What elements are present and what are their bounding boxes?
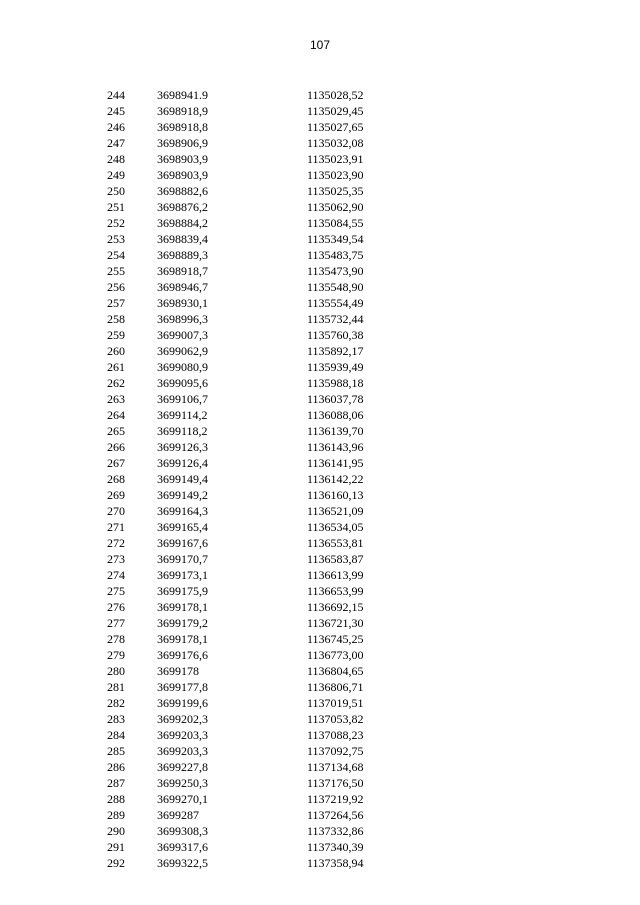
table-row — [0, 727, 640, 743]
point-number: 282 — [107, 696, 125, 710]
x-coordinate: 3699177,8 — [157, 680, 208, 694]
x-coordinate: 3699199,6 — [157, 696, 208, 710]
table-row — [0, 647, 640, 663]
y-coordinate: 1136143,96 — [307, 440, 364, 454]
table-row — [0, 615, 640, 631]
y-coordinate: 1136804,65 — [307, 664, 364, 678]
table-row — [0, 279, 640, 295]
table-row — [0, 423, 640, 439]
point-number: 257 — [107, 296, 125, 310]
table-row — [0, 503, 640, 519]
x-coordinate: 3699322,5 — [157, 856, 208, 870]
table-row — [0, 215, 640, 231]
x-coordinate: 3698889,3 — [157, 248, 208, 262]
point-number: 246 — [107, 120, 125, 134]
table-row — [0, 839, 640, 855]
y-coordinate: 1135483,75 — [307, 248, 364, 262]
x-coordinate: 3699165,4 — [157, 520, 208, 534]
table-row — [0, 231, 640, 247]
x-coordinate: 3698941.9 — [157, 88, 208, 102]
table-row — [0, 375, 640, 391]
y-coordinate: 1137053,82 — [307, 712, 364, 726]
table-row — [0, 551, 640, 567]
table-row — [0, 199, 640, 215]
x-coordinate: 3698906,9 — [157, 136, 208, 150]
y-coordinate: 1137134,68 — [307, 760, 364, 774]
point-number: 286 — [107, 760, 125, 774]
coordinates-table — [0, 87, 640, 871]
y-coordinate: 1136037,78 — [307, 392, 364, 406]
y-coordinate: 1137088,23 — [307, 728, 364, 742]
y-coordinate: 1136142,22 — [307, 472, 364, 486]
y-coordinate: 1135554,49 — [307, 296, 364, 310]
y-coordinate: 1136141,95 — [307, 456, 364, 470]
point-number: 254 — [107, 248, 125, 262]
y-coordinate: 1136773,00 — [307, 648, 364, 662]
table-row — [0, 119, 640, 135]
point-number: 259 — [107, 328, 125, 342]
point-number: 265 — [107, 424, 125, 438]
table-row — [0, 311, 640, 327]
table-row — [0, 631, 640, 647]
x-coordinate: 3699270,1 — [157, 792, 208, 806]
y-coordinate: 1135027,65 — [307, 120, 364, 134]
point-number: 274 — [107, 568, 125, 582]
point-number: 278 — [107, 632, 125, 646]
point-number: 275 — [107, 584, 125, 598]
table-row — [0, 679, 640, 695]
point-number: 285 — [107, 744, 125, 758]
table-row — [0, 343, 640, 359]
y-coordinate: 1135062,90 — [307, 200, 364, 214]
y-coordinate: 1135988,18 — [307, 376, 364, 390]
x-coordinate: 3698839,4 — [157, 232, 208, 246]
x-coordinate: 3699167,6 — [157, 536, 208, 550]
table-row — [0, 487, 640, 503]
point-number: 249 — [107, 168, 125, 182]
y-coordinate: 1135025,35 — [307, 184, 364, 198]
y-coordinate: 1135028,52 — [307, 88, 364, 102]
table-row — [0, 247, 640, 263]
y-coordinate: 1136088,06 — [307, 408, 364, 422]
table-row — [0, 711, 640, 727]
x-coordinate: 3699203,3 — [157, 744, 208, 758]
y-coordinate: 1135760,38 — [307, 328, 364, 342]
point-number: 288 — [107, 792, 125, 806]
table-row — [0, 135, 640, 151]
point-number: 280 — [107, 664, 125, 678]
point-number: 245 — [107, 104, 125, 118]
x-coordinate: 3699178,1 — [157, 600, 208, 614]
table-row — [0, 599, 640, 615]
y-coordinate: 1136613,99 — [307, 568, 364, 582]
y-coordinate: 1137176,50 — [307, 776, 364, 790]
y-coordinate: 1135023,90 — [307, 168, 364, 182]
point-number: 276 — [107, 600, 125, 614]
x-coordinate: 3698884,2 — [157, 216, 208, 230]
point-number: 244 — [107, 88, 125, 102]
x-coordinate: 3699106,7 — [157, 392, 208, 406]
point-number: 260 — [107, 344, 125, 358]
point-number: 264 — [107, 408, 125, 422]
point-number: 279 — [107, 648, 125, 662]
y-coordinate: 1135939,49 — [307, 360, 364, 374]
point-number: 290 — [107, 824, 125, 838]
table-row — [0, 535, 640, 551]
y-coordinate: 1136160,13 — [307, 488, 364, 502]
point-number: 253 — [107, 232, 125, 246]
point-number: 273 — [107, 552, 125, 566]
y-coordinate: 1136721,30 — [307, 616, 364, 630]
table-row — [0, 855, 640, 871]
x-coordinate: 3699126,4 — [157, 456, 208, 470]
y-coordinate: 1137340,39 — [307, 840, 364, 854]
table-row — [0, 807, 640, 823]
x-coordinate: 3699080,9 — [157, 360, 208, 374]
table-row — [0, 519, 640, 535]
y-coordinate: 1136534,05 — [307, 520, 364, 534]
y-coordinate: 1136806,71 — [307, 680, 364, 694]
point-number: 250 — [107, 184, 125, 198]
y-coordinate: 1136553,81 — [307, 536, 364, 550]
point-number: 269 — [107, 488, 125, 502]
point-number: 256 — [107, 280, 125, 294]
x-coordinate: 3699007,3 — [157, 328, 208, 342]
table-row — [0, 775, 640, 791]
point-number: 252 — [107, 216, 125, 230]
x-coordinate: 3698903,9 — [157, 152, 208, 166]
y-coordinate: 1135473,90 — [307, 264, 364, 278]
point-number: 277 — [107, 616, 125, 630]
x-coordinate: 3699114,2 — [157, 408, 208, 422]
table-row — [0, 759, 640, 775]
x-coordinate: 3698918,7 — [157, 264, 208, 278]
table-row — [0, 823, 640, 839]
y-coordinate: 1136692,15 — [307, 600, 364, 614]
y-coordinate: 1135029,45 — [307, 104, 364, 118]
x-coordinate: 3699250,3 — [157, 776, 208, 790]
y-coordinate: 1135732,44 — [307, 312, 364, 326]
point-number: 268 — [107, 472, 125, 486]
point-number: 271 — [107, 520, 125, 534]
point-number: 283 — [107, 712, 125, 726]
point-number: 262 — [107, 376, 125, 390]
point-number: 248 — [107, 152, 125, 166]
x-coordinate: 3698930,1 — [157, 296, 208, 310]
point-number: 291 — [107, 840, 125, 854]
x-coordinate: 3699118,2 — [157, 424, 208, 438]
table-row — [0, 263, 640, 279]
table-row — [0, 391, 640, 407]
table-row — [0, 583, 640, 599]
table-row — [0, 743, 640, 759]
table-row — [0, 567, 640, 583]
point-number: 270 — [107, 504, 125, 518]
x-coordinate: 3698918,8 — [157, 120, 208, 134]
x-coordinate: 3699170,7 — [157, 552, 208, 566]
x-coordinate: 3699149,2 — [157, 488, 208, 502]
x-coordinate: 3699173,1 — [157, 568, 208, 582]
point-number: 251 — [107, 200, 125, 214]
table-row — [0, 183, 640, 199]
y-coordinate: 1137019,51 — [307, 696, 364, 710]
page-number: 107 — [309, 38, 331, 52]
y-coordinate: 1135032,08 — [307, 136, 364, 150]
point-number: 267 — [107, 456, 125, 470]
x-coordinate: 3698918,9 — [157, 104, 208, 118]
table-row — [0, 359, 640, 375]
point-number: 258 — [107, 312, 125, 326]
y-coordinate: 1135548,90 — [307, 280, 364, 294]
table-row — [0, 151, 640, 167]
point-number: 247 — [107, 136, 125, 150]
point-number: 281 — [107, 680, 125, 694]
x-coordinate: 3698996,3 — [157, 312, 208, 326]
x-coordinate: 3698903,9 — [157, 168, 208, 182]
y-coordinate: 1137219,92 — [307, 792, 364, 806]
table-row — [0, 87, 640, 103]
x-coordinate: 3699164,3 — [157, 504, 208, 518]
y-coordinate: 1137264,56 — [307, 808, 364, 822]
x-coordinate: 3699203,3 — [157, 728, 208, 742]
x-coordinate: 3699227,8 — [157, 760, 208, 774]
table-row — [0, 471, 640, 487]
y-coordinate: 1137332,86 — [307, 824, 364, 838]
table-row — [0, 455, 640, 471]
x-coordinate: 3699126,3 — [157, 440, 208, 454]
table-row — [0, 103, 640, 119]
table-row — [0, 663, 640, 679]
x-coordinate: 3699095,6 — [157, 376, 208, 390]
x-coordinate: 3699317,6 — [157, 840, 208, 854]
x-coordinate: 3698882,6 — [157, 184, 208, 198]
x-coordinate: 3699062,9 — [157, 344, 208, 358]
x-coordinate: 3699287 — [157, 808, 199, 822]
x-coordinate: 3698946,7 — [157, 280, 208, 294]
point-number: 263 — [107, 392, 125, 406]
x-coordinate: 3699178 — [157, 664, 199, 678]
point-number: 255 — [107, 264, 125, 278]
x-coordinate: 3698876,2 — [157, 200, 208, 214]
y-coordinate: 1136653,99 — [307, 584, 364, 598]
point-number: 266 — [107, 440, 125, 454]
x-coordinate: 3699178,1 — [157, 632, 208, 646]
x-coordinate: 3699202,3 — [157, 712, 208, 726]
point-number: 289 — [107, 808, 125, 822]
table-row — [0, 167, 640, 183]
table-row — [0, 407, 640, 423]
y-coordinate: 1136583,87 — [307, 552, 364, 566]
point-number: 272 — [107, 536, 125, 550]
x-coordinate: 3699175,9 — [157, 584, 208, 598]
x-coordinate: 3699149,4 — [157, 472, 208, 486]
x-coordinate: 3699176,6 — [157, 648, 208, 662]
x-coordinate: 3699179,2 — [157, 616, 208, 630]
point-number: 292 — [107, 856, 125, 870]
y-coordinate: 1136745,25 — [307, 632, 364, 646]
table-row — [0, 327, 640, 343]
y-coordinate: 1137092,75 — [307, 744, 364, 758]
table-row — [0, 439, 640, 455]
point-number: 284 — [107, 728, 125, 742]
y-coordinate: 1135084,55 — [307, 216, 364, 230]
point-number: 287 — [107, 776, 125, 790]
table-row — [0, 695, 640, 711]
y-coordinate: 1135023,91 — [307, 152, 364, 166]
x-coordinate: 3699308,3 — [157, 824, 208, 838]
table-row — [0, 791, 640, 807]
y-coordinate: 1137358,94 — [307, 856, 364, 870]
y-coordinate: 1136521,09 — [307, 504, 364, 518]
point-number: 261 — [107, 360, 125, 374]
y-coordinate: 1135349,54 — [307, 232, 364, 246]
table-row — [0, 295, 640, 311]
y-coordinate: 1136139,70 — [307, 424, 364, 438]
y-coordinate: 1135892,17 — [307, 344, 364, 358]
